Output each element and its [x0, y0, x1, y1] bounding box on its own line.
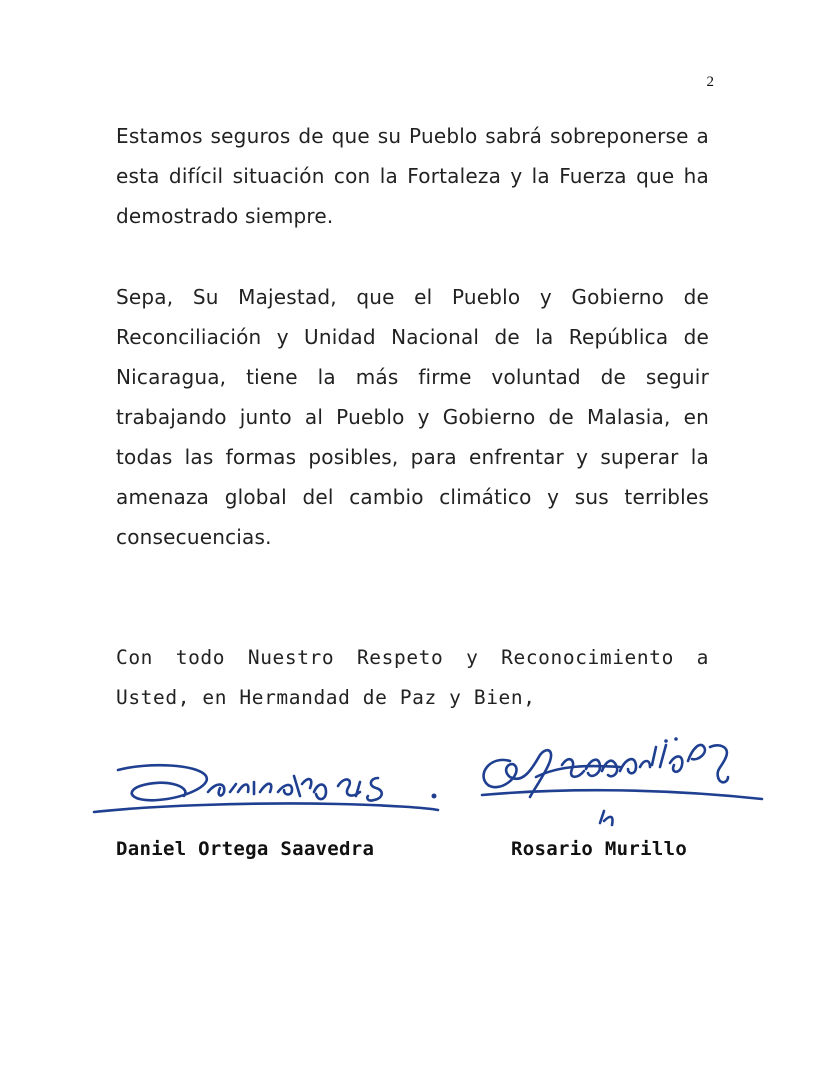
signature-rosario-murillo — [470, 725, 770, 840]
paragraph-salutation: Con todo Nuestro Respeto y Reconocimiento a Usted, en Hermandad de Paz y Bien, — [116, 646, 709, 709]
paragraph-closing-hope: Estamos seguros de que su Pueblo sabrá sobreponerse a esta difícil situación con la Fortaleza y la Fuerza que ha demostrado siempre. — [116, 124, 709, 228]
signer-name-left: Daniel Ortega Saavedra — [116, 838, 375, 860]
signer-name-right: Rosario Murillo — [511, 838, 688, 860]
page-number: 2 — [706, 74, 714, 90]
signature-daniel-ortega — [88, 752, 448, 832]
paragraph-commitment: Sepa, Su Majestad, que el Pueblo y Gobierno de Reconciliación y Unidad Nacional de la República de Nicaragua, tiene la más firme voluntad de seguir trabajando junto al Pueblo y Gobierno de Malasia, en todas las formas posibles, para enfrentar y superar la amenaza global del cambio climático y sus terribles consecuencias. — [116, 285, 709, 549]
